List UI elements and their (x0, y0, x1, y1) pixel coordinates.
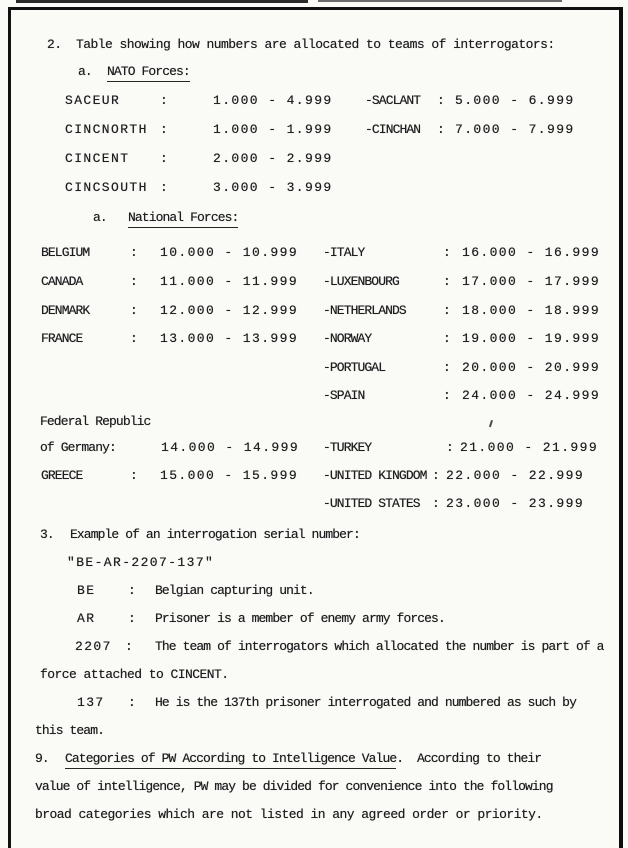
national-row-name: DENMARK (41, 303, 90, 318)
national-row (0, 331, 628, 349)
nato-row-colon: : (160, 122, 167, 137)
national-row-name: GREECE (41, 468, 83, 483)
nato-row-range: 3.000 - 3.999 (213, 180, 333, 195)
nato-row-right-colon: : (437, 93, 444, 108)
national-row-right-name: -TURKEY (323, 440, 372, 455)
para-9-body-text: value of intelligence, PW may be divided for convenience into the following (35, 779, 553, 794)
nato-row-right-name: -SACLANT (365, 93, 421, 108)
serial-part-continuation (0, 667, 628, 685)
nato-row-range: 1.000 - 4.999 (213, 93, 333, 108)
national-forces-marker: a. (93, 210, 107, 225)
nato-row-name: CINCNORTH (65, 122, 148, 137)
national-row-right-colon: : (432, 468, 439, 483)
national-row (0, 245, 628, 263)
serial-part-text: Prisoner is a member of enemy army forces. (155, 611, 445, 626)
serial-part-continuation-text: this team. (35, 723, 105, 738)
serial-part-continuation (0, 723, 628, 741)
para-9-body-line (0, 807, 628, 825)
serial-part-continuation-text: force attached to CINCENT. (40, 667, 229, 682)
national-row (0, 496, 628, 514)
nato-row (0, 93, 628, 111)
national-row-range: 11.000 - 11.999 (160, 274, 299, 289)
national-row-right-colon: : (443, 245, 450, 260)
para-9-heading (65, 751, 541, 766)
national-row-right-colon: : (432, 496, 439, 511)
national-row-colon: : (130, 331, 137, 346)
serial-part-label: AR (77, 611, 96, 626)
nato-row (0, 122, 628, 140)
para-9-heading-line (0, 751, 628, 769)
serial-part-colon: : (128, 583, 135, 598)
national-row-right-range: 23.000 - 23.999 (446, 496, 585, 511)
para-9-heading-tail: . According to their (396, 751, 542, 766)
scan-edge-artifact (16, 0, 308, 3)
para-9-marker: 9. (35, 751, 49, 766)
serial-part-text: Belgian capturing unit. (155, 583, 314, 598)
nato-row (0, 151, 628, 169)
national-row-colon: : (130, 274, 137, 289)
national-row-name: Federal Republic (40, 414, 151, 429)
national-row-right-range: 20.000 - 20.999 (462, 360, 601, 375)
serial-part-text: The team of interrogators which allocated the number is part of a (155, 639, 604, 654)
nato-row (0, 180, 628, 198)
national-row-name: FRANCE (41, 331, 83, 346)
serial-number-example: "BE-AR-2207-137" (67, 555, 215, 570)
serial-part-colon: : (128, 695, 135, 710)
serial-part-label: 137 (77, 695, 105, 710)
serial-part-colon: : (125, 639, 132, 654)
nato-row-range: 1.000 - 1.999 (213, 122, 333, 137)
para-3-marker: 3. (40, 527, 54, 542)
nato-row-right-colon: : (437, 122, 444, 137)
national-forces-label: National Forces: (128, 210, 238, 228)
nato-forces-label: NATO Forces: (107, 64, 190, 82)
serial-part-row (0, 695, 628, 713)
national-row (0, 274, 628, 292)
national-row-right-colon: : (443, 331, 450, 346)
national-row-name: of Germany: (40, 440, 116, 455)
national-row-right-range: 24.000 - 24.999 (462, 388, 601, 403)
serial-part-row (0, 583, 628, 601)
national-row-right-name: -UNITED KINGDOM (323, 468, 427, 483)
national-row-name: CANADA (41, 274, 83, 289)
national-row-right-range: 16.000 - 16.999 (462, 245, 601, 260)
national-row-colon: : (130, 303, 137, 318)
nato-row-right-range: 7.000 - 7.999 (455, 122, 575, 137)
national-row-right-colon: : (446, 440, 453, 455)
nato-forces-marker: a. (78, 64, 92, 79)
para-9-heading-underlined: Categories of PW According to Intelligence Value (65, 751, 396, 769)
serial-number-example-line (0, 555, 628, 573)
para-3-heading: Example of an interrogation serial number: (70, 527, 360, 542)
national-row-right-range: 21.000 - 21.999 (460, 440, 599, 455)
national-row-range: 13.000 - 13.999 (160, 331, 299, 346)
para-9-body-line (0, 779, 628, 797)
national-row-right-range: 18.000 - 18.999 (462, 303, 601, 318)
nato-row-colon: : (160, 180, 167, 195)
national-row-right-colon: : (443, 303, 450, 318)
national-row (0, 414, 628, 432)
para-2-heading: 2. Table showing how numbers are allocated to teams of interrogators: (47, 37, 555, 52)
national-row-right-name: -ITALY (323, 245, 365, 260)
national-row-colon: : (130, 245, 137, 260)
national-row-right-name: -NORWAY (323, 331, 372, 346)
national-row-colon: : (130, 468, 137, 483)
nato-forces-heading-line (0, 64, 628, 82)
national-row (0, 303, 628, 321)
national-row-right-colon: : (443, 274, 450, 289)
nato-row-name: CINCSOUTH (65, 180, 148, 195)
para-2-heading-line (0, 37, 628, 55)
scan-edge-artifact (318, 0, 562, 2)
nato-row-colon: : (160, 151, 167, 166)
national-row-right-range: 19.000 - 19.999 (462, 331, 601, 346)
nato-row-range: 2.000 - 2.999 (213, 151, 333, 166)
serial-part-colon: : (128, 611, 135, 626)
national-row-right-range: 22.000 - 22.999 (446, 468, 585, 483)
national-row-name: BELGIUM (41, 245, 90, 260)
serial-part-label: BE (77, 583, 96, 598)
national-row-right-range: 17.000 - 17.999 (462, 274, 601, 289)
national-row-right-name: -NETHERLANDS (323, 303, 406, 318)
page-border-top (8, 7, 622, 10)
national-row (0, 360, 628, 378)
national-row-right-name: -SPAIN (323, 388, 365, 403)
national-row-right-colon: : (443, 388, 450, 403)
nato-row-colon: : (160, 93, 167, 108)
national-row (0, 468, 628, 486)
serial-part-row (0, 611, 628, 629)
national-forces-heading-line (0, 210, 628, 228)
national-row-right-name: -LUXENBOURG (323, 274, 399, 289)
nato-row-name: CINCENT (65, 151, 130, 166)
para-9-body-text: broad categories which are not listed in any agreed order or priority. (35, 807, 543, 822)
serial-part-text: He is the 137th prisoner interrogated and numbered as such by (155, 695, 576, 710)
national-row-range: 10.000 - 10.999 (160, 245, 299, 260)
national-row (0, 388, 628, 406)
nato-row-name: SACEUR (65, 93, 121, 108)
para-3-heading-line (0, 527, 628, 545)
nato-row-right-name: -CINCHAN (365, 122, 421, 137)
national-row-right-name: -UNITED STATES (323, 496, 420, 511)
national-row-right-colon: : (443, 360, 450, 375)
national-row-right-name: -PORTUGAL (323, 360, 386, 375)
serial-part-row (0, 639, 628, 657)
national-row-range: 15.000 - 15.999 (160, 468, 299, 483)
national-row-range: 12.000 - 12.999 (160, 303, 299, 318)
national-row-range: 14.000 - 14.999 (161, 440, 300, 455)
national-row (0, 440, 628, 458)
serial-part-label: 2207 (75, 639, 112, 654)
nato-row-right-range: 5.000 - 6.999 (455, 93, 575, 108)
